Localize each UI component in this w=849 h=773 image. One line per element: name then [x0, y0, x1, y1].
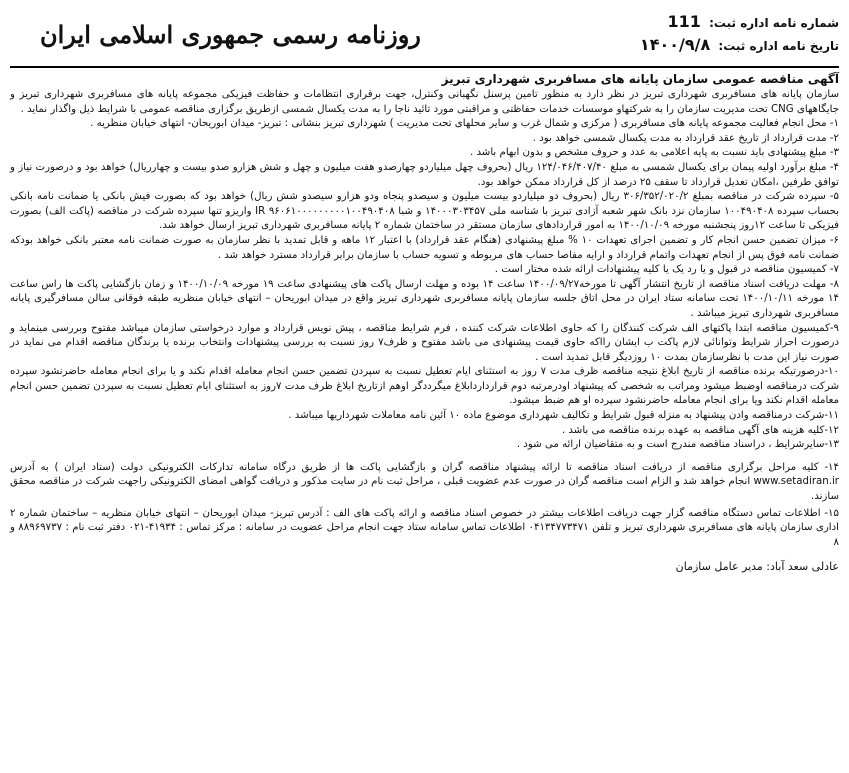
notice-paragraph: ۱۲-کلیه هزینه های آگهی مناقصه به عهده برنده مناقصه می باشد . [561, 424, 839, 436]
reg-number: 111 [667, 12, 701, 31]
notice-paragraph: ۱۵- اطلاعات تماس دستگاه مناقصه گزار جهت دریافت اطلاعات بیشتر در خصوص اسناد مناقصه و ارائه پاکت های الف : آدرس تبریز- میدان ابوریحان – انتهای خیابان منظریه – ساختمان شماره ۲ اداری سازمان پایانه های مسافربری شهرداری تبریز و تلفن ۰۴۱۳۴۷۷۳۴۷۱ اطلاعات تماس سامانه ستاد جهت انجام مراحل عضویت در سامانه : مرکز تماس : ۴۱۹۳۴-۰۲۱ دفتر ثبت نام : ۸۸۹۶۹۷۳۷ و ۸ [10, 507, 840, 548]
reg-date-row [640, 34, 839, 57]
notice-paragraph: ۸- مهلت دریافت اسناد مناقصه از تاریخ انتشار آگهی تا مورخه۱۴۰۰/۰۹/۲۷ ساعت ۱۴ بوده و مهلت ارسال پاکت های پیشنهادی ساعت ۱۹ مورخه ۱۴۰۰/۱۰/۰۹ و زمان بازگشایی پاکت ها راس ساعت ۱۴ مورخه ۱۴۰۰/۱۰/۱۱ تحت سامانه ستاد ایران در محل اتاق جلسه سازمان پایانه مسافربری شهرداری تبریز واقع در میدان ابوریحان – انتهای خیابان منظریه طبقه فوقانی سالن مسافرگیری پایانه مسافربری شهرداری تبریز میباشد . [10, 278, 839, 319]
reg-number-row [640, 11, 839, 34]
notice-contact-section [10, 461, 839, 551]
notice-paragraph: ۲- مدت قرارداد از تاریخ عقد قرارداد به مدت یکسال شمسی خواهد بود . [532, 132, 839, 144]
notice-paragraph: ۶- میزان تضمین حسن انجام کار و تضمین اجرای تعهدات ۱۰ % مبلغ پیشنهادی (هنگام عقد قرارداد) با اعتبار ۱۲ ماهه و قابل تمدید با نظر سازمان به صورت ضمانت نامه معتبر بانکی خواهد بودکه ضمانت نامه فوق پس از انجام تعهدات واتمام قرارداد و ارایه مفاصا حساب های مربوطه و تسویه حساب با سازمان برابر قرارداد مسترد خواهد شد . [10, 234, 839, 261]
newspaper-masthead: روزنامه رسمی جمهوری اسلامی ایران [40, 19, 421, 49]
notice-paragraph: ۷- کمیسیون مناقصه در قبول و یا رد یک یا کلیه پیشنهادات ارائه شده مختار است . [494, 264, 839, 276]
reg-date-label: تاریخ نامه اداره ثبت: [718, 39, 839, 53]
notice-paragraph: ۵- سپرده شرکت در مناقصه بمبلغ ۳۰۶/۳۵۲/۰۲۰/۲ ریال (بحروف دو میلیاردو بیست میلیون و سیصدو پنجاه ودو هزارو سیصدو شش ریال) خواهد بود که بصورت فیش بانکی یا ضمانت نامه بانکی بحساب سپرده ۱۰۰۴۹۰۴۰۸ سازمان نزد بانک شهر شعبه آزادی تبریز با شناسه ملی ۱۴۰۰۰۳۰۳۴۵۷ و شبا IR ۹۶۰۶۱۰۰۰۰۰۰۰۰۰۱۰۰۴۹۰۴۰۸ واریزو تنها سپرده شرکت در مناقصه (پاکت الف) بصورت فیزیکی تا ساعت ۱۲روز پنجشنبه مورخه ۱۴۰۰/۱۰/۰۹ به امور قراردادهای سازمان مستقر در ساختمان شماره ۲ پایانه مسافربری شهرداری تبریز ارسال خواهد شد. [10, 191, 840, 232]
notice-paragraph: سازمان پایانه های مسافربری شهرداری تبریز در نظر دارد به منظور تامین پرسنل نگهبانی وکنترل، جهت برقراری انتظامات و حفاظت فیزیکی مجموعه پایانه های مسافربری شهرداری تبریز و جایگاههای CNG تحت مدیریت سازمان را به شرکتهاو موسسات خدمات حفاظتی و مراقبتی مورد تائید ناجا را به مدت یکسال شمسی ازطریق برگزاری مناقصه عمومی با شرایط ذیل واگذار نماید . [10, 89, 839, 115]
notice-body [10, 88, 839, 453]
reg-date: ۱۴۰۰/۹/۸ [639, 35, 711, 54]
registration-info [640, 11, 839, 57]
notice-paragraph: ۱- محل انجام فعالیت مجموعه پایانه های مسافربری ( مرکزی و شمال غرب و سایر محلهای تحت مدیریت ) شهرداری تبریز بنشانی : تبریز- میدان ابوریحان- انتهای خیابان منظریه . [90, 118, 839, 130]
reg-number-label: شماره نامه اداره ثبت: [709, 16, 839, 30]
notice-paragraph: ۱۱-شرکت درمناقصه وادن پیشنهاد به منزله قبول شرایط و تکالیف شهرداری موضوع ماده ۱۰ آئین نامه معاملات شهرداریها میباشد . [288, 410, 839, 422]
notice-paragraph: ۱۳-سایرشرایط ، دراسناد مناقصه مندرج است و به متقاضیان ارائه می شود . [516, 439, 839, 451]
notice-title: آگهی مناقصه عمومی سازمان پایانه های مسافربری شهرداری تبریز [441, 72, 839, 86]
notice-paragraph: ۱۴- کلیه مراحل برگزاری مناقصه از دریافت اسناد مناقصه تا ارائه پیشنهاد مناقصه گران و بازگشایی پاکت ها از طریق درگاه سامانه تدارکات الکترونیکی دولت (ستاد ایران ) به آدرس www.setadiran.ir انجام خواهد شد و الزام است مناقصه گران در صورت عدم عضویت قبلی ، مراحل ثبت نام در سایت مذکور و دریافت گواهی امضای الکترونیکی راجهت شرکت در مناقصه محقق سازند. [10, 461, 839, 503]
page-header [10, 6, 839, 68]
notice-paragraph: ۹-کمیسیون مناقصه ابتدا پاکتهای الف شرکت کنندگان را که حاوی اطلاعات شرکت کننده ، فرم شرایط مناقصه ، پیش نویس قرارداد و موارد درخواستی سازمان میباشد مفتوح وبررسی مینماید و درصورت احراز شرایط وتوانائی لازم پاکت ب ایشان رااکه حاوی قیمت پیشنهادی می باشد مفتوح و ظرف۷ روز نسبت به بررسی پیشنهادات وانتخاب برنده یا برندگان مناقصه اقدام می نماید در صورت نیاز این مدت با نظرسازمان بمدت ۱۰ روزدیگر قابل تمدید است . [10, 322, 839, 363]
notice-paragraph: ۱۰-درصورتیکه برنده مناقصه از تاریخ ابلاغ نتیجه مناقصه ظرف مدت ۷ روز به استثنای ایام تعطیل نسبت به سپردن تضمین حسن انجام معامله اقدام نکند و یا برای انجام معامله حاضرنشود سپرده شرکت درمناقصه اوضبط میشود ومراتب به شخصی که پیشنهاد اودرمرتبه دوم قرارداردابلاغ میگرددگر اوهم ازتاریخ ابلاغ ظرف مدت ۷روز به استثنای ایام تعطیل نسبت به سپردن تضمین حسن انجام معامله اقدام نکند ویا برای انجام معامله حاضرنشود سپرده او هم ضبط میشود. [10, 366, 839, 407]
signature: عادلی سعد آباد: مدیر عامل سازمان [675, 560, 839, 574]
notice-paragraph: ۴- مبلغ برآورد اولیه پیمان برای یکسال شمسی به مبلغ ۱۲۴/۰۴۶/۴۰۷/۴۰ ریال (بحروف چهل میلیاردو چهارصدو هفت میلیون و چهل و شش هزارو صدو بیست و چهارریال) خواهد بود و درصورت نیاز و توافق طرفین ،امکان تعدیل قرارداد تا سقف ۲۵ درصد از کل قرارداد ممکن خواهد بود. [10, 161, 839, 188]
notice-paragraph: ۳- مبلغ پیشنهادی باید نسبت به پایه اعلامی به عدد و حروف مشخص و بدون ابهام باشد . [469, 147, 839, 159]
